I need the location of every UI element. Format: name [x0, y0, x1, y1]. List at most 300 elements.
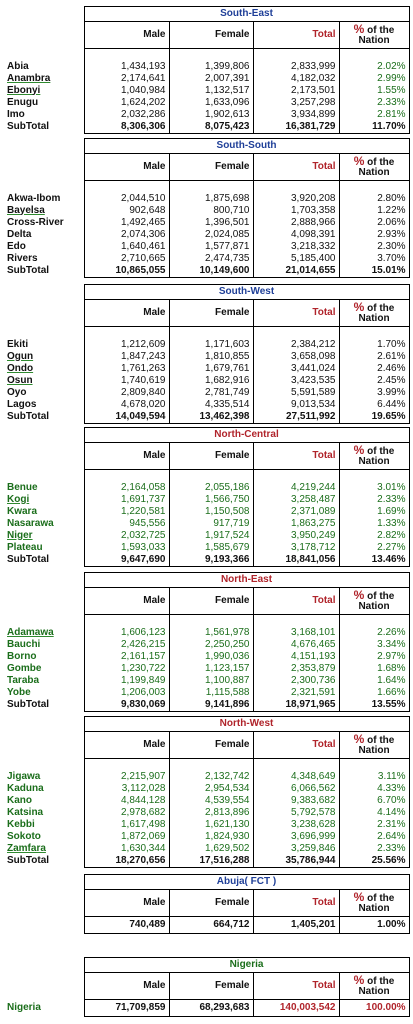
cell-total: 2,353,879 — [253, 663, 339, 675]
cell-male: 1,199,849 — [84, 675, 169, 687]
subtotal-female: 9,141,896 — [169, 699, 253, 712]
header-pct-nation — [339, 973, 409, 1000]
cell-male: 2,164,058 — [84, 482, 169, 494]
cell-total: 3,178,712 — [253, 542, 339, 554]
cell-female: 1,115,588 — [169, 687, 253, 699]
cell-pct: 2.82% — [339, 530, 409, 542]
subtotal-row — [4, 554, 409, 567]
header-total: Total — [253, 588, 339, 615]
cell-male: 1,220,581 — [84, 506, 169, 518]
cell-total: 3,441,024 — [253, 363, 339, 375]
state-name: Adamawa — [7, 626, 54, 638]
cell-female: 1,585,679 — [169, 542, 253, 554]
cell-total: 4,098,391 — [253, 229, 339, 241]
cell-pct: 100.00% — [339, 1000, 409, 1017]
percent-sign: % — [353, 588, 365, 602]
header-total: Total — [253, 300, 339, 327]
cell-female: 2,132,742 — [169, 771, 253, 783]
header-total: Total — [253, 890, 339, 917]
cell-female: 2,250,250 — [169, 639, 253, 651]
cell-total: 3,934,899 — [253, 109, 339, 121]
cell-pct: 2.80% — [339, 193, 409, 205]
cell-total: 2,384,212 — [253, 339, 339, 351]
cell-pct: 2.81% — [339, 109, 409, 121]
state-name: Nasarawa — [7, 517, 54, 529]
cell-male: 1,212,609 — [84, 339, 169, 351]
header-pct-line2: Nation — [358, 35, 390, 46]
cell-male: 1,872,069 — [84, 831, 169, 843]
cell-male: 945,556 — [84, 518, 169, 530]
table-row — [4, 97, 409, 109]
region-table-nigeria — [4, 957, 409, 1017]
cell-pct: 6.44% — [339, 399, 409, 411]
cell-female: 1,679,761 — [169, 363, 253, 375]
state-name: Benue — [7, 481, 38, 493]
state-name: Plateau — [7, 541, 43, 553]
subtotal-pct: 13.55% — [339, 699, 409, 712]
state-name: Yobe — [7, 686, 31, 698]
region-title: South-West — [84, 285, 409, 300]
cell-female: 2,781,749 — [169, 387, 253, 399]
subtotal-label: SubTotal — [7, 120, 50, 132]
table-row — [4, 399, 409, 411]
cell-male: 2,426,215 — [84, 639, 169, 651]
cell-pct: 2.93% — [339, 229, 409, 241]
header-pct-line1: % of the — [353, 300, 395, 314]
header-male: Male — [84, 443, 169, 470]
cell-female: 1,132,517 — [169, 85, 253, 97]
subtotal-label: SubTotal — [7, 553, 50, 565]
cell-pct: 2.45% — [339, 375, 409, 387]
region-table-north-central — [4, 427, 409, 567]
table-row — [4, 85, 409, 97]
header-pct-line1: % of the — [353, 890, 395, 904]
state-name: Edo — [7, 240, 26, 252]
cell-pct: 1.66% — [339, 687, 409, 699]
subtotal-male: 14,049,594 — [84, 411, 169, 424]
state-name: Borno — [7, 650, 37, 662]
cell-female: 2,813,896 — [169, 807, 253, 819]
cell-female: 4,539,554 — [169, 795, 253, 807]
cell-male: 2,032,286 — [84, 109, 169, 121]
cell-pct: 1.22% — [339, 205, 409, 217]
cell-female: 800,710 — [169, 205, 253, 217]
percent-sign: % — [353, 154, 365, 168]
cell-male: 1,761,263 — [84, 363, 169, 375]
table-row — [4, 687, 409, 699]
cell-total: 3,258,487 — [253, 494, 339, 506]
subtotal-label: SubTotal — [7, 410, 50, 422]
state-name: Imo — [7, 108, 25, 120]
cell-pct: 2.61% — [339, 351, 409, 363]
subtotal-label: SubTotal — [7, 264, 50, 276]
state-name: Bayelsa — [7, 204, 45, 216]
cell-pct: 2.02% — [339, 61, 409, 73]
region-title: North-Central — [84, 428, 409, 443]
header-female: Female — [169, 443, 253, 470]
subtotal-row — [4, 265, 409, 278]
cell-pct: 1.55% — [339, 85, 409, 97]
cell-female: 1,875,698 — [169, 193, 253, 205]
state-name: Enugu — [7, 96, 39, 108]
cell-male: 2,032,725 — [84, 530, 169, 542]
cell-female: 2,024,085 — [169, 229, 253, 241]
header-total: Total — [253, 973, 339, 1000]
subtotal-row — [4, 855, 409, 868]
cell-pct: 2.30% — [339, 241, 409, 253]
cell-female: 68,293,683 — [169, 1000, 253, 1017]
cell-pct: 6.70% — [339, 795, 409, 807]
cell-total: 3,696,999 — [253, 831, 339, 843]
header-male: Male — [84, 588, 169, 615]
cell-male: 1,206,003 — [84, 687, 169, 699]
cell-pct: 3.70% — [339, 253, 409, 265]
region-title: Abuja( FCT ) — [84, 875, 409, 890]
cell-total: 2,371,089 — [253, 506, 339, 518]
header-female: Female — [169, 973, 253, 1000]
table-row — [4, 61, 409, 73]
state-name: Lagos — [7, 398, 37, 410]
cell-pct: 1.70% — [339, 339, 409, 351]
header-female: Female — [169, 732, 253, 759]
cell-female: 1,399,806 — [169, 61, 253, 73]
header-female: Female — [169, 300, 253, 327]
table-row — [4, 663, 409, 675]
cell-male: 1,606,123 — [84, 627, 169, 639]
cell-female: 1,810,855 — [169, 351, 253, 363]
table-row — [4, 241, 409, 253]
percent-sign: % — [353, 973, 365, 987]
subtotal-label: SubTotal — [7, 698, 50, 710]
header-pct-line2: Nation — [358, 601, 390, 612]
state-name: Ogun — [7, 350, 34, 362]
header-male: Male — [84, 732, 169, 759]
subtotal-male: 9,647,690 — [84, 554, 169, 567]
cell-female: 1,902,613 — [169, 109, 253, 121]
table-row — [4, 253, 409, 265]
table-row — [4, 819, 409, 831]
header-male: Male — [84, 300, 169, 327]
cell-male: 2,074,306 — [84, 229, 169, 241]
cell-female: 1,577,871 — [169, 241, 253, 253]
cell-female: 1,561,978 — [169, 627, 253, 639]
subtotal-total: 27,511,992 — [253, 411, 339, 424]
cell-total: 5,591,589 — [253, 387, 339, 399]
header-pct-line1: % of the — [353, 443, 395, 457]
table-row — [4, 651, 409, 663]
cell-female: 1,917,524 — [169, 530, 253, 542]
subtotal-row — [4, 411, 409, 424]
subtotal-total: 35,786,944 — [253, 855, 339, 868]
subtotal-pct: 15.01% — [339, 265, 409, 278]
state-name: Osun — [7, 374, 33, 386]
cell-total: 9,383,682 — [253, 795, 339, 807]
cell-male: 2,809,840 — [84, 387, 169, 399]
subtotal-female: 17,516,288 — [169, 855, 253, 868]
table-row — [4, 506, 409, 518]
table-row — [4, 339, 409, 351]
state-name: Taraba — [7, 674, 40, 686]
cell-pct: 2.26% — [339, 627, 409, 639]
cell-total: 9,013,534 — [253, 399, 339, 411]
header-male: Male — [84, 22, 169, 49]
subtotal-female: 13,462,398 — [169, 411, 253, 424]
state-name: Ondo — [7, 362, 34, 374]
percent-sign: % — [353, 732, 365, 746]
table-row — [4, 229, 409, 241]
cell-male: 1,847,243 — [84, 351, 169, 363]
cell-male: 740,489 — [84, 917, 169, 934]
table-row — [4, 771, 409, 783]
region-table-north-east — [4, 572, 409, 712]
table-row — [4, 387, 409, 399]
cell-male: 4,844,128 — [84, 795, 169, 807]
header-pct-line2: Nation — [358, 986, 390, 997]
cell-female: 1,633,096 — [169, 97, 253, 109]
header-pct-nation — [339, 300, 409, 327]
percent-sign: % — [353, 300, 365, 314]
subtotal-label: SubTotal — [7, 854, 50, 866]
cell-female: 4,335,514 — [169, 399, 253, 411]
header-pct-line2: Nation — [358, 167, 390, 178]
cell-total: 2,833,999 — [253, 61, 339, 73]
region-title: Nigeria — [84, 958, 409, 973]
cell-female: 1,990,036 — [169, 651, 253, 663]
table-row — [4, 675, 409, 687]
cell-male: 2,710,665 — [84, 253, 169, 265]
subtotal-female: 10,149,600 — [169, 265, 253, 278]
cell-male: 1,630,344 — [84, 843, 169, 855]
cell-female: 1,123,157 — [169, 663, 253, 675]
header-pct-nation — [339, 22, 409, 49]
header-total: Total — [253, 732, 339, 759]
subtotal-female: 8,075,423 — [169, 121, 253, 134]
state-name: Kano — [7, 794, 32, 806]
header-male: Male — [84, 973, 169, 1000]
cell-total: 6,066,562 — [253, 783, 339, 795]
cell-total: 3,238,628 — [253, 819, 339, 831]
state-name: Bauchi — [7, 638, 41, 650]
header-pct-nation — [339, 588, 409, 615]
cell-pct: 2.33% — [339, 97, 409, 109]
cell-male: 2,174,641 — [84, 73, 169, 85]
cell-male: 1,593,033 — [84, 542, 169, 554]
table-row — [4, 795, 409, 807]
subtotal-pct: 11.70% — [339, 121, 409, 134]
cell-male: 1,624,202 — [84, 97, 169, 109]
table-row — [4, 375, 409, 387]
cell-pct: 1.69% — [339, 506, 409, 518]
subtotal-pct: 25.56% — [339, 855, 409, 868]
cell-total: 3,168,101 — [253, 627, 339, 639]
cell-female: 1,171,603 — [169, 339, 253, 351]
cell-male: 2,978,682 — [84, 807, 169, 819]
state-name: Katsina — [7, 806, 44, 818]
cell-female: 1,824,930 — [169, 831, 253, 843]
cell-total: 3,257,298 — [253, 97, 339, 109]
subtotal-pct: 13.46% — [339, 554, 409, 567]
cell-pct: 2.46% — [339, 363, 409, 375]
cell-male: 1,040,984 — [84, 85, 169, 97]
region-title: South-South — [84, 139, 409, 154]
cell-total: 5,185,400 — [253, 253, 339, 265]
cell-female: 1,150,508 — [169, 506, 253, 518]
table-row — [4, 530, 409, 542]
header-male: Male — [84, 154, 169, 181]
cell-total: 2,173,501 — [253, 85, 339, 97]
cell-total: 1,863,275 — [253, 518, 339, 530]
header-total: Total — [253, 443, 339, 470]
region-title: North-West — [84, 717, 409, 732]
table-row — [4, 627, 409, 639]
state-name: Nigeria — [7, 1002, 41, 1013]
header-pct-nation — [339, 890, 409, 917]
cell-pct: 1.33% — [339, 518, 409, 530]
cell-total: 4,676,465 — [253, 639, 339, 651]
cell-pct: 1.00% — [339, 917, 409, 934]
subtotal-total: 16,381,729 — [253, 121, 339, 134]
cell-female: 2,954,534 — [169, 783, 253, 795]
cell-male: 2,044,510 — [84, 193, 169, 205]
header-pct-line2: Nation — [358, 313, 390, 324]
cell-total: 3,658,098 — [253, 351, 339, 363]
table-row — [4, 193, 409, 205]
cell-male: 1,640,461 — [84, 241, 169, 253]
region-table-north-west — [4, 716, 409, 868]
table-row — [4, 807, 409, 819]
region-table-south-south — [4, 138, 409, 278]
state-name: Kwara — [7, 505, 38, 517]
cell-total: 3,920,208 — [253, 193, 339, 205]
header-pct-line1: % of the — [353, 732, 395, 746]
subtotal-male: 10,865,055 — [84, 265, 169, 278]
table-row — [4, 518, 409, 530]
state-name: Delta — [7, 228, 32, 240]
subtotal-male: 8,306,306 — [84, 121, 169, 134]
subtotal-total: 18,841,056 — [253, 554, 339, 567]
header-pct-nation — [339, 732, 409, 759]
table-row — [4, 494, 409, 506]
cell-total: 4,219,244 — [253, 482, 339, 494]
cell-total: 2,321,591 — [253, 687, 339, 699]
subtotal-male: 9,830,069 — [84, 699, 169, 712]
subtotal-female: 9,193,366 — [169, 554, 253, 567]
cell-total: 4,182,032 — [253, 73, 339, 85]
header-pct-line2: Nation — [358, 903, 390, 914]
subtotal-row — [4, 699, 409, 712]
header-total: Total — [253, 22, 339, 49]
percent-sign: % — [353, 22, 365, 36]
cell-total: 3,259,846 — [253, 843, 339, 855]
header-pct-line1: % of the — [353, 973, 395, 987]
subtotal-total: 18,971,965 — [253, 699, 339, 712]
cell-male: 71,709,859 — [84, 1000, 169, 1017]
header-total: Total — [253, 154, 339, 181]
region-table-south-west — [4, 284, 409, 424]
header-pct-line1: % of the — [353, 588, 395, 602]
cell-pct: 1.64% — [339, 675, 409, 687]
table-row — [4, 831, 409, 843]
state-name: Kebbi — [7, 818, 35, 830]
table-row — [4, 109, 409, 121]
state-name: Ekiti — [7, 338, 29, 350]
cell-pct: 2.99% — [339, 73, 409, 85]
state-name — [4, 917, 84, 934]
table-row — [4, 351, 409, 363]
cell-male: 2,161,157 — [84, 651, 169, 663]
table-row — [4, 1000, 409, 1017]
table-row — [4, 363, 409, 375]
state-name: Rivers — [7, 252, 38, 264]
table-row — [4, 217, 409, 229]
cell-female: 917,719 — [169, 518, 253, 530]
state-name: Cross-River — [7, 216, 64, 228]
cell-male: 1,740,619 — [84, 375, 169, 387]
region-title: South-East — [84, 7, 409, 22]
cell-total: 4,151,193 — [253, 651, 339, 663]
header-pct-nation — [339, 443, 409, 470]
table-row — [4, 639, 409, 651]
percent-sign: % — [353, 890, 365, 904]
cell-male: 1,492,465 — [84, 217, 169, 229]
region-title: North-East — [84, 573, 409, 588]
cell-pct: 3.01% — [339, 482, 409, 494]
header-female: Female — [169, 22, 253, 49]
cell-total: 5,792,578 — [253, 807, 339, 819]
cell-total: 2,888,966 — [253, 217, 339, 229]
cell-female: 1,396,501 — [169, 217, 253, 229]
state-name: Kaduna — [7, 782, 44, 794]
cell-female: 1,621,130 — [169, 819, 253, 831]
state-name: Oyo — [7, 386, 27, 398]
header-female: Female — [169, 154, 253, 181]
cell-total: 3,950,249 — [253, 530, 339, 542]
cell-pct: 2.33% — [339, 843, 409, 855]
cell-pct: 2.33% — [339, 494, 409, 506]
header-male: Male — [84, 890, 169, 917]
cell-total: 3,218,332 — [253, 241, 339, 253]
table-row — [4, 542, 409, 554]
state-name: Niger — [7, 529, 33, 541]
cell-total: 140,003,542 — [253, 1000, 339, 1017]
cell-male: 3,112,028 — [84, 783, 169, 795]
cell-female: 1,100,887 — [169, 675, 253, 687]
subtotal-row — [4, 121, 409, 134]
cell-total: 3,423,535 — [253, 375, 339, 387]
state-name: Akwa-Ibom — [7, 192, 61, 204]
percent-sign: % — [353, 443, 365, 457]
header-female: Female — [169, 890, 253, 917]
table-row — [4, 482, 409, 494]
table-row — [4, 205, 409, 217]
subtotal-pct: 19.65% — [339, 411, 409, 424]
cell-female: 2,055,186 — [169, 482, 253, 494]
cell-male: 2,215,907 — [84, 771, 169, 783]
subtotal-total: 21,014,655 — [253, 265, 339, 278]
table-row — [4, 843, 409, 855]
table-row — [4, 917, 409, 934]
header-pct-line1: % of the — [353, 22, 395, 36]
cell-total: 4,348,649 — [253, 771, 339, 783]
cell-male: 1,230,722 — [84, 663, 169, 675]
region-table-abuja-fct — [4, 874, 409, 934]
state-name: Gombe — [7, 662, 42, 674]
cell-female: 1,566,750 — [169, 494, 253, 506]
cell-total: 2,300,736 — [253, 675, 339, 687]
state-name: Anambra — [7, 72, 51, 84]
cell-total: 1,703,358 — [253, 205, 339, 217]
cell-total: 1,405,201 — [253, 917, 339, 934]
